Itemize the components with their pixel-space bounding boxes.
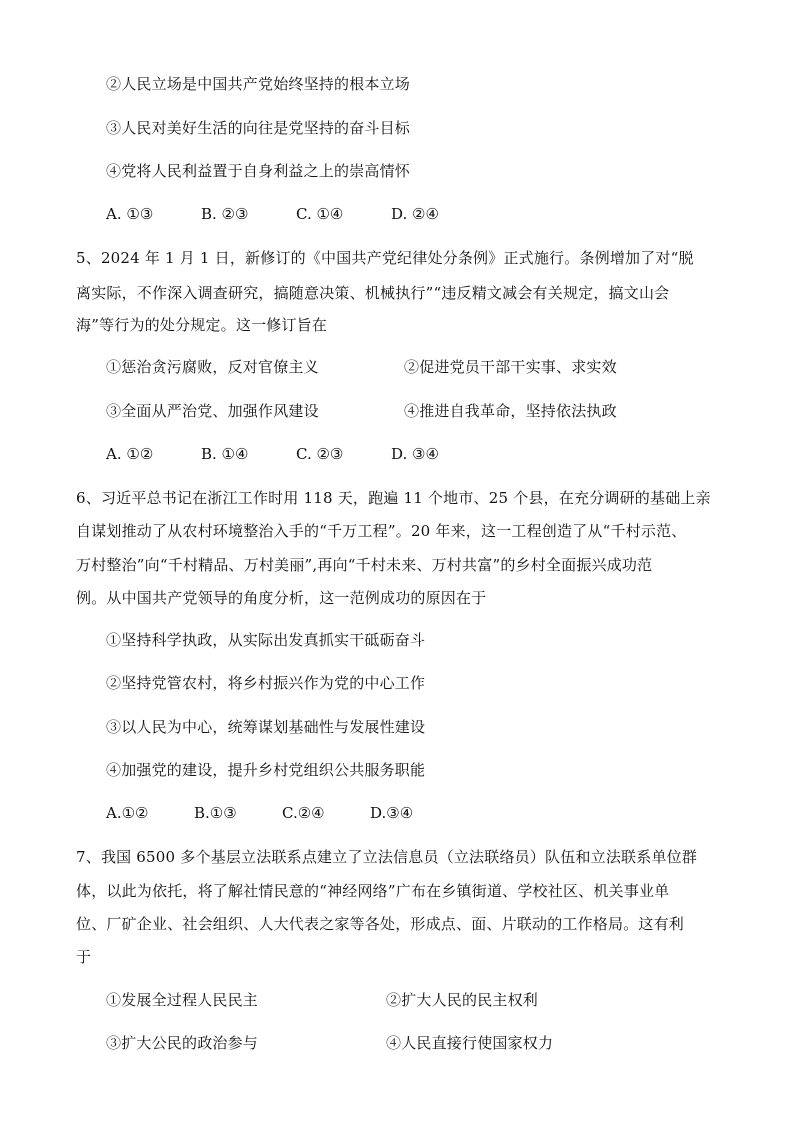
- q5-stem-line-3: 海”等行为的处分规定。这一修订旨在: [76, 316, 328, 334]
- q4-choice-a: A. ①③: [106, 205, 154, 223]
- q4-answer-choices: [106, 204, 439, 224]
- q6-option-2: ②坚持党管农村，将乡村振兴作为党的中心工作: [106, 674, 426, 692]
- q5-option-3: ③全面从严治党、加强作风建设: [106, 402, 319, 420]
- q5-stem-line-2: 离实际，不作深入调查研究，搞随意决策、机械执行”“违反精文减会有关规定，搞文山会: [76, 284, 670, 302]
- q5-choice-b: B. ①④: [201, 445, 249, 463]
- q7-option-4: ④人民直接行使国家权力: [386, 1034, 554, 1052]
- q5-choice-c: C. ②③: [296, 445, 344, 463]
- q6-stem-line-1: 6、习近平总书记在浙江工作时用 118 天，跑遍 11 个地市、25 个县，在充分调研的基础上亲: [76, 489, 711, 507]
- q7-stem-line-4: 于: [76, 948, 92, 966]
- q5-stem-line-1: 5、2024 年 1 月 1 日，新修订的《中国共产党纪律处分条例》正式施行。条例增加了对“脱: [76, 249, 694, 267]
- q6-stem-line-3: 万村整治”向“千村精品、万村美丽”,再向“千村未来、万村共富”的乡村全面振兴成功范: [76, 556, 653, 574]
- q5-choice-a: A. ①②: [106, 445, 154, 463]
- q7-option-1: ①发展全过程人民民主: [106, 991, 259, 1009]
- q6-choice-d: D.③④: [370, 804, 414, 822]
- q6-option-4: ④加强党的建设，提升乡村党组织公共服务职能: [106, 761, 426, 779]
- q7-stem-line-2: 体，以此为依托，将了解社情民意的“神经网络”广布在乡镇街道、学校社区、机关事业单: [76, 882, 670, 900]
- q5-option-4: ④推进自我革命，坚持依法执政: [404, 402, 617, 420]
- q4-option-2: ②人民立场是中国共产党始终坚持的根本立场: [106, 75, 411, 93]
- q5-answer-choices: [106, 444, 439, 464]
- q6-choice-c: C.②④: [282, 804, 325, 822]
- q6-stem-line-2: 自谋划推动了从农村环境整治入手的“千万工程”。20 年来，这一工程创造了从“千村示范、: [76, 522, 687, 540]
- q6-choice-a: A.①②: [106, 804, 149, 822]
- q6-answer-choices: [106, 803, 413, 823]
- q5-choice-d: D. ③④: [391, 445, 439, 463]
- q5-option-2: ②促进党员干部干实事、求实效: [404, 358, 617, 376]
- q6-choice-b: B.①③: [194, 804, 237, 822]
- q6-option-3: ③以人民为中心，统筹谋划基础性与发展性建设: [106, 718, 426, 736]
- q4-option-3: ③人民对美好生活的向往是党坚持的奋斗目标: [106, 119, 411, 137]
- q4-choice-d: D. ②④: [391, 205, 439, 223]
- q7-stem-line-3: 位、厂矿企业、社会组织、人大代表之家等各处，形成点、面、片联动的工作格局。这有利: [76, 915, 685, 933]
- q6-option-1: ①坚持科学执政，从实际出发真抓实干砥砺奋斗: [106, 631, 426, 649]
- q7-stem-line-1: 7、我国 6500 多个基层立法联系点建立了立法信息员（立法联络员）队伍和立法联系单位群: [76, 848, 698, 866]
- q4-choice-c: C. ①④: [296, 205, 344, 223]
- q6-stem-line-4: 例。从中国共产党领导的角度分析，这一范例成功的原因在于: [76, 589, 487, 607]
- q5-option-1: ①惩治贪污腐败，反对官僚主义: [106, 358, 319, 376]
- q7-option-2: ②扩大人民的民主权利: [386, 991, 539, 1009]
- q7-option-3: ③扩大公民的政治参与: [106, 1034, 259, 1052]
- q4-option-4: ④党将人民利益置于自身利益之上的崇高情怀: [106, 162, 411, 180]
- q4-choice-b: B. ②③: [201, 205, 249, 223]
